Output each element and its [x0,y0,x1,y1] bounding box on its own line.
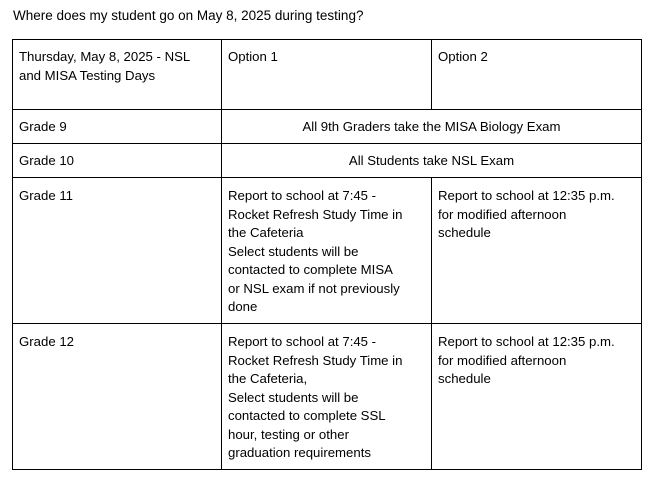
cell-line: the Cafeteria [228,225,304,240]
grade-10-merged-cell: All Students take NSL Exam [222,144,642,178]
grade-label: Grade 10 [13,144,222,178]
header-option-2: Option 2 [432,40,642,110]
grade-11-option-2-cell [432,178,642,324]
table-row-grade-12 [13,324,642,470]
cell-line: Report to school at 12:35 p.m. [438,188,615,203]
cell-line: contacted to complete MISA [228,262,393,277]
grade-label: Grade 11 [13,178,222,324]
cell-line: Select students will be [228,243,359,259]
cell-line: Report to school at 7:45 - [228,188,377,203]
cell-line: for modified afternoon [438,352,567,368]
table-row-grade-11 [13,178,642,324]
cell-line: hour, testing or other [228,426,349,442]
cell-line: schedule [438,371,491,386]
cell-line: the Cafeteria, [228,371,308,386]
grade-label: Grade 12 [13,324,222,470]
grade-11-option-1-cell [222,178,432,324]
cell-line: contacted to complete SSL [228,408,386,423]
cell-line: Select students will be [228,389,359,405]
header-option-1: Option 1 [222,40,432,110]
cell-line: done [228,299,258,314]
grade-12-option-2-cell [432,324,642,470]
header-date-cell [13,40,222,110]
grade-12-option-1-cell [222,324,432,470]
header-date-line: Thursday, May 8, 2025 - NSL [19,49,191,64]
grade-9-merged-cell: All 9th Graders take the MISA Biology Exam [222,110,642,144]
cell-line: Rocket Refresh Study Time in [228,206,403,222]
testing-schedule-table [12,39,642,470]
cell-line: for modified afternoon [438,206,567,222]
table-row-grade-9 [13,110,642,144]
cell-line: Report to school at 7:45 - [228,334,377,349]
cell-line: Report to school at 12:35 p.m. [438,334,615,349]
header-row [13,40,642,110]
table-row-grade-10 [13,144,642,178]
header-date-line: and MISA Testing Days [19,67,156,83]
page-heading: Where does my student go on May 8, 2025 during testing? [13,8,364,23]
cell-line: Rocket Refresh Study Time in [228,352,403,368]
cell-line: or NSL exam if not previously [228,280,400,296]
cell-line: schedule [438,225,491,240]
grade-label: Grade 9 [13,110,222,144]
cell-line: graduation requirements [228,445,371,460]
